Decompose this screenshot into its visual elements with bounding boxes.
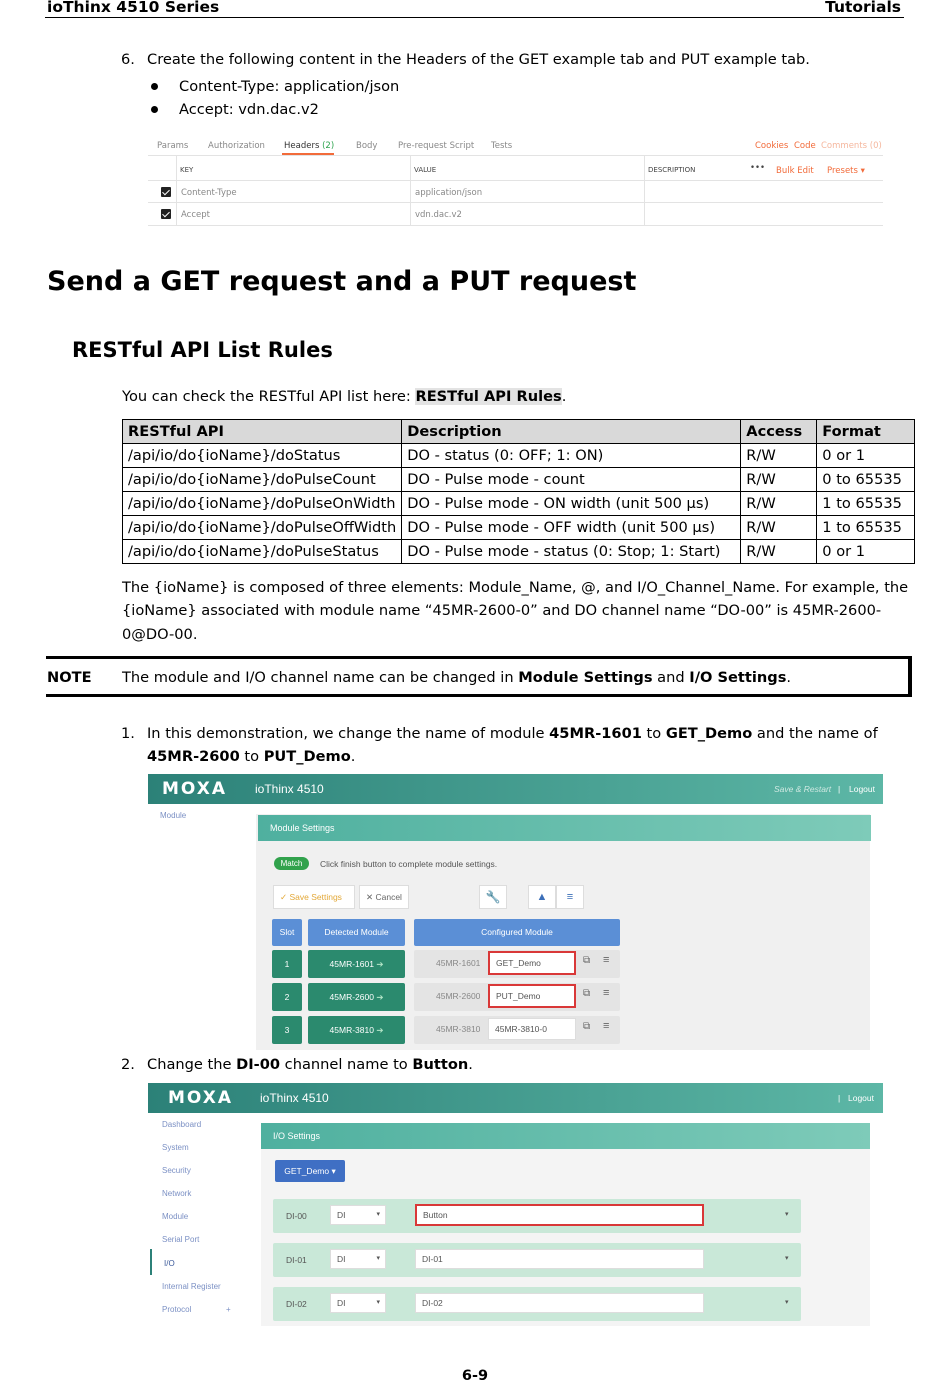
- step-number: 1.: [121, 725, 135, 742]
- menu-icon[interactable]: ≡: [603, 987, 610, 999]
- io-settings-screenshot: [148, 1083, 883, 1326]
- note-label: NOTE: [47, 669, 92, 686]
- arrow-right-icon: ➔: [376, 992, 384, 1002]
- app-topbar: [148, 1083, 883, 1113]
- copy-icon[interactable]: ⧉: [583, 955, 591, 966]
- slot-cell: 1: [272, 950, 302, 978]
- table-cell: 1 to 65535: [817, 516, 915, 540]
- configured-module-label: 45MR-2600: [436, 991, 481, 1001]
- module-name-input[interactable]: PUT_Demo: [488, 984, 576, 1008]
- header-key[interactable]: Accept: [181, 210, 210, 220]
- logout-link[interactable]: Logout: [849, 784, 875, 794]
- step-text: Create the following content in the Headers of the GET example tab and PUT example tab.: [147, 51, 810, 68]
- tab-body[interactable]: Body: [356, 141, 378, 151]
- note-rule-bottom: [46, 694, 912, 697]
- sidebar-item-dashboard[interactable]: Dashboard: [162, 1120, 202, 1129]
- table-cell: 0 or 1: [817, 444, 915, 468]
- tab-params[interactable]: Params: [157, 141, 189, 151]
- col-detected-header: Detected Module: [308, 919, 405, 946]
- cookies-link[interactable]: Cookies: [755, 141, 789, 151]
- page-number: 6-9: [461, 1368, 489, 1384]
- channel-type-select[interactable]: DI ▾: [330, 1205, 386, 1225]
- copy-icon[interactable]: ⧉: [583, 1021, 591, 1032]
- cancel-button[interactable]: ✕ Cancel: [359, 885, 409, 909]
- comments-link[interactable]: Comments (0): [821, 141, 882, 151]
- table-header-cell: RESTful API: [123, 420, 402, 444]
- note-rule-right: [908, 656, 912, 697]
- table-header-cell: Format: [817, 420, 915, 444]
- logout-link[interactable]: Logout: [848, 1093, 874, 1103]
- header-key[interactable]: Content-Type: [181, 188, 237, 198]
- table-header-row: [123, 420, 915, 444]
- restful-api-table: [122, 419, 915, 564]
- table-row: [123, 540, 915, 564]
- table-cell: /api/io/do{ioName}/doPulseOffWidth: [123, 516, 402, 540]
- bullet-dot: [151, 106, 158, 113]
- table-header-cell: Access: [741, 420, 817, 444]
- tab-tests[interactable]: Tests: [491, 141, 513, 151]
- moxa-logo: MOXA: [168, 1088, 234, 1108]
- active-nav-indicator: [150, 1249, 152, 1275]
- sidebar-item-network[interactable]: Network: [162, 1189, 192, 1198]
- copy-icon[interactable]: ⧉: [583, 988, 591, 999]
- ioname-paragraph-line: 0@DO-00.: [122, 626, 198, 643]
- ioname-paragraph-line: {ioName} associated with module name “45MR-2600-0” and DO channel name “DO-00” is 45MR-2600-: [122, 602, 882, 619]
- table-cell: R/W: [741, 540, 817, 564]
- match-text: Click finish button to complete module settings.: [320, 859, 498, 869]
- table-cell: DO - status (0: OFF; 1: ON): [402, 444, 741, 468]
- table-cell: /api/io/do{ioName}/doPulseCount: [123, 468, 402, 492]
- bullet-dot: [151, 83, 158, 90]
- sidebar-item-internal-register[interactable]: Internal Register: [162, 1282, 221, 1291]
- menu-icon[interactable]: ≡: [603, 954, 610, 966]
- note-text: The module and I/O channel name can be changed in Module Settings and I/O Settings.: [122, 669, 792, 686]
- table-header-cell: Description: [402, 420, 741, 444]
- step-text: Change the DI-00 channel name to Button.: [147, 1056, 473, 1073]
- channel-name-input[interactable]: Button: [415, 1204, 704, 1226]
- table-row: [123, 444, 915, 468]
- sidebar-item-serial-port[interactable]: Serial Port: [162, 1235, 200, 1244]
- module-name-input[interactable]: GET_Demo: [488, 951, 576, 975]
- channel-label: DI-00: [286, 1211, 307, 1221]
- sidebar-item-io[interactable]: I/O: [164, 1259, 175, 1268]
- module-name-input[interactable]: 45MR-3810-0: [488, 1018, 576, 1040]
- checkbox-checked-icon[interactable]: [161, 187, 171, 197]
- channel-type-select[interactable]: DI ▾: [330, 1249, 386, 1269]
- channel-label: DI-01: [286, 1255, 307, 1265]
- topbar-separator: |: [838, 1093, 841, 1103]
- header-rule: [45, 17, 904, 18]
- wrench-icon[interactable]: 🔧: [479, 885, 507, 909]
- col-configured-header: Configured Module: [414, 919, 620, 946]
- save-restart-link[interactable]: Save & Restart: [774, 784, 832, 794]
- table-row: [123, 516, 915, 540]
- sidebar-item-system[interactable]: System: [162, 1143, 189, 1152]
- panel-title: I/O Settings: [261, 1123, 870, 1149]
- more-options-icon[interactable]: •••: [750, 163, 766, 173]
- table-cell: /api/io/do{ioName}/doPulseOnWidth: [123, 492, 402, 516]
- bullet-item: Accept: vdn.dac.v2: [179, 101, 319, 118]
- expand-plus-icon[interactable]: +: [226, 1305, 231, 1314]
- header-value[interactable]: application/json: [415, 188, 483, 198]
- table-cell: 0 or 1: [817, 540, 915, 564]
- table-cell: R/W: [741, 468, 817, 492]
- sidebar-item-module[interactable]: Module: [160, 811, 187, 820]
- running-header-left: ioThinx 4510 Series: [47, 0, 220, 16]
- table-cell: /api/io/do{ioName}/doStatus: [123, 444, 402, 468]
- configured-module-label: 45MR-1601: [436, 958, 481, 968]
- save-settings-button[interactable]: ✓ Save Settings: [273, 885, 355, 909]
- running-header-right: Tutorials: [825, 0, 901, 16]
- sidebar-item-module[interactable]: Module: [162, 1212, 189, 1221]
- table-cell: 1 to 65535: [817, 492, 915, 516]
- slot-cell: 3: [272, 1016, 302, 1044]
- row-dropdown-icon[interactable]: ▾: [785, 1299, 789, 1306]
- section-heading: Send a GET request and a PUT request: [47, 266, 637, 297]
- sidebar-item-security[interactable]: Security: [162, 1166, 191, 1175]
- bullet-item: Content-Type: application/json: [179, 78, 400, 95]
- upload-icon[interactable]: ▲: [528, 885, 556, 909]
- step-text: In this demonstration, we change the name of module 45MR-1601 to GET_Demo and the name of 45MR-2600 to PUT_Demo.: [147, 725, 878, 765]
- product-name: ioThinx 4510: [260, 1091, 329, 1105]
- arrow-right-icon: ➔: [376, 959, 384, 969]
- sidebar-item-protocol[interactable]: Protocol: [162, 1305, 192, 1314]
- table-cell: DO - Pulse mode - count: [402, 468, 741, 492]
- tab-pre-request-script[interactable]: Pre-request Script: [398, 141, 475, 151]
- step-number: 2.: [121, 1056, 135, 1073]
- channel-type-select[interactable]: DI ▾: [330, 1293, 386, 1313]
- table-cell: DO - Pulse mode - ON width (unit 500 µs): [402, 492, 741, 516]
- moxa-logo: MOXA: [162, 779, 228, 799]
- subsection-heading: RESTful API List Rules: [72, 338, 333, 362]
- table-cell: DO - Pulse mode - OFF width (unit 500 µs): [402, 516, 741, 540]
- list-icon[interactable]: ≡: [556, 885, 584, 909]
- row-dropdown-icon[interactable]: ▾: [785, 1211, 789, 1218]
- table-row: [123, 468, 915, 492]
- product-name: ioThinx 4510: [255, 782, 324, 796]
- module-settings-screenshot: [148, 774, 883, 1050]
- checkbox-checked-icon[interactable]: [161, 209, 171, 219]
- table-row: [123, 492, 915, 516]
- table-cell: 0 to 65535: [817, 468, 915, 492]
- col-description: DESCRIPTION: [648, 166, 696, 174]
- channel-label: DI-02: [286, 1299, 307, 1309]
- slot-cell: 2: [272, 983, 302, 1011]
- module-dropdown[interactable]: GET_Demo ▾: [275, 1160, 345, 1182]
- panel-title: Module Settings: [258, 815, 871, 841]
- col-slot-header: Slot: [272, 919, 302, 946]
- tab-headers[interactable]: Headers (2): [284, 141, 335, 151]
- col-value: VALUE: [414, 166, 437, 174]
- table-cell: R/W: [741, 492, 817, 516]
- arrow-right-icon: ➔: [376, 1025, 384, 1035]
- row-dropdown-icon[interactable]: ▾: [785, 1255, 789, 1262]
- note-rule-top: [46, 656, 912, 659]
- presets-dropdown[interactable]: Presets ▾: [827, 166, 865, 176]
- step-number: 6.: [121, 51, 135, 68]
- bulk-edit-link[interactable]: Bulk Edit: [776, 166, 814, 176]
- match-badge: Match: [274, 857, 309, 870]
- detected-module-cell: 45MR-3810 ➔: [308, 1016, 405, 1044]
- tab-authorization[interactable]: Authorization: [208, 141, 265, 151]
- detected-module-cell: 45MR-1601 ➔: [308, 950, 405, 978]
- detected-module-cell: 45MR-2600 ➔: [308, 983, 405, 1011]
- table-cell: DO - Pulse mode - status (0: Stop; 1: Start): [402, 540, 741, 564]
- code-link[interactable]: Code: [794, 141, 816, 151]
- menu-icon[interactable]: ≡: [603, 1020, 610, 1032]
- col-key: KEY: [180, 166, 194, 174]
- configured-module-label: 45MR-3810: [436, 1024, 481, 1034]
- channel-name-input[interactable]: DI-01: [415, 1249, 704, 1269]
- channel-name-input[interactable]: DI-02: [415, 1293, 704, 1313]
- topbar-separator: |: [838, 784, 841, 794]
- postman-headers-screenshot: [148, 130, 883, 226]
- restful-api-rules-link[interactable]: RESTful API Rules: [415, 388, 562, 405]
- table-cell: /api/io/do{ioName}/doPulseStatus: [123, 540, 402, 564]
- table-cell: R/W: [741, 516, 817, 540]
- ioname-paragraph-line: The {ioName} is composed of three elements: Module_Name, @, and I/O_Channel_Name. For example, the: [122, 579, 909, 596]
- header-value[interactable]: vdn.dac.v2: [415, 210, 462, 220]
- table-cell: R/W: [741, 444, 817, 468]
- intro-paragraph: You can check the RESTful API list here: RESTful API Rules.: [122, 388, 567, 405]
